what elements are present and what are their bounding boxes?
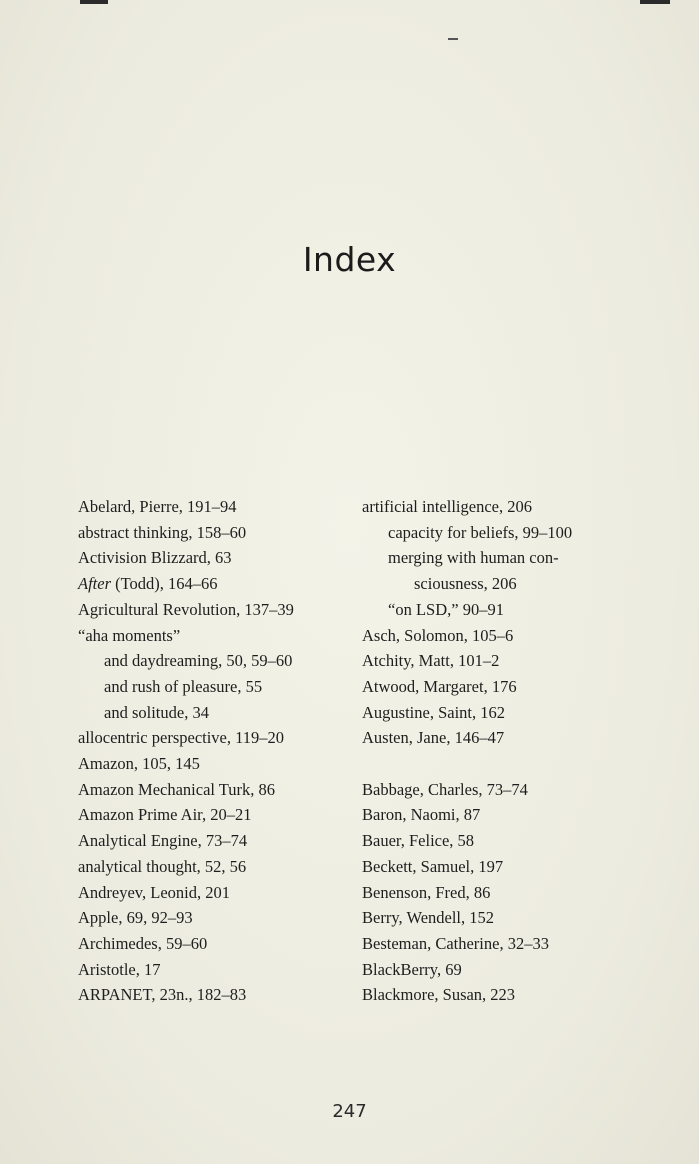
index-entry: Apple, 69, 92–93 bbox=[78, 908, 193, 928]
index-entry: Babbage, Charles, 73–74 bbox=[362, 779, 528, 799]
index-entry: artificial intelligence, 206 bbox=[362, 497, 532, 516]
index-entry: Baron, Naomi, 87 bbox=[362, 805, 481, 825]
index-entry: Activision Blizzard, 63 bbox=[78, 548, 232, 568]
index-subentry: sciousness, 206 bbox=[414, 574, 517, 594]
index-entry: BlackBerry, 69 bbox=[362, 959, 462, 979]
paper-mark bbox=[448, 38, 458, 40]
index-entry: Andreyev, Leonid, 201 bbox=[78, 882, 230, 902]
letter-section-gap bbox=[362, 751, 662, 777]
index-entry: Asch, Solomon, 105–6 bbox=[362, 625, 514, 645]
page-edge-mark bbox=[80, 0, 108, 4]
index-subentry: “on LSD,” 90–91 bbox=[388, 599, 504, 619]
index-entry: allocentric perspective, 119–20 bbox=[78, 728, 285, 748]
page-number: 247 bbox=[332, 1101, 367, 1122]
index-entry: Blackmore, Susan, 223 bbox=[362, 985, 516, 1005]
index-subentry: and rush of pleasure, 55 bbox=[104, 676, 263, 696]
index-entry: Besteman, Catherine, 32–33 bbox=[362, 933, 549, 953]
index-entry: Analytical Engine, 73–74 bbox=[78, 831, 248, 851]
index-entry: Benenson, Fred, 86 bbox=[362, 882, 491, 902]
index-entry: Amazon Prime Air, 20–21 bbox=[78, 805, 252, 825]
index-entry: ARPANET, 23n., 182–83 bbox=[78, 985, 247, 1005]
index-entry: Atchity, Matt, 101–2 bbox=[362, 651, 500, 671]
index-entry: Augustine, Saint, 162 bbox=[362, 702, 505, 722]
index-entry: Agricultural Revolution, 137–39 bbox=[78, 599, 294, 619]
index-entry: Amazon, 105, 145 bbox=[78, 754, 200, 774]
index-subentry: and solitude, 34 bbox=[104, 702, 209, 722]
index-subentry: merging with human con- bbox=[388, 548, 559, 568]
index-entry-pages: (Todd), 164–66 bbox=[111, 574, 218, 594]
index-entry: Amazon Mechanical Turk, 86 bbox=[78, 779, 276, 799]
page-edge-mark bbox=[640, 0, 670, 4]
index-subentry: and daydreaming, 50, 59–60 bbox=[104, 651, 293, 671]
index-entry: abstract thinking, 158–60 bbox=[78, 522, 247, 542]
index-entry: Bauer, Felice, 58 bbox=[362, 831, 475, 851]
index-entry: Abelard, Pierre, 191–94 bbox=[78, 497, 237, 516]
index-entry: Atwood, Margaret, 176 bbox=[362, 676, 517, 696]
index-subentry: capacity for beliefs, 99–100 bbox=[388, 522, 573, 542]
index-entry bbox=[78, 571, 348, 597]
index-entry: Berry, Wendell, 152 bbox=[362, 908, 495, 928]
index-column-left bbox=[78, 494, 348, 1008]
index-entry: Austen, Jane, 146–47 bbox=[362, 728, 505, 748]
index-entry-title: After bbox=[78, 574, 111, 594]
index-entry: analytical thought, 52, 56 bbox=[78, 856, 247, 876]
index-entry: Aristotle, 17 bbox=[78, 959, 161, 979]
index-entry: Beckett, Samuel, 197 bbox=[362, 856, 504, 876]
index-column-right bbox=[362, 494, 662, 1008]
page-title: Index bbox=[302, 240, 397, 279]
index-entry: Archimedes, 59–60 bbox=[78, 933, 208, 953]
index-entry: “aha moments” bbox=[78, 625, 181, 645]
